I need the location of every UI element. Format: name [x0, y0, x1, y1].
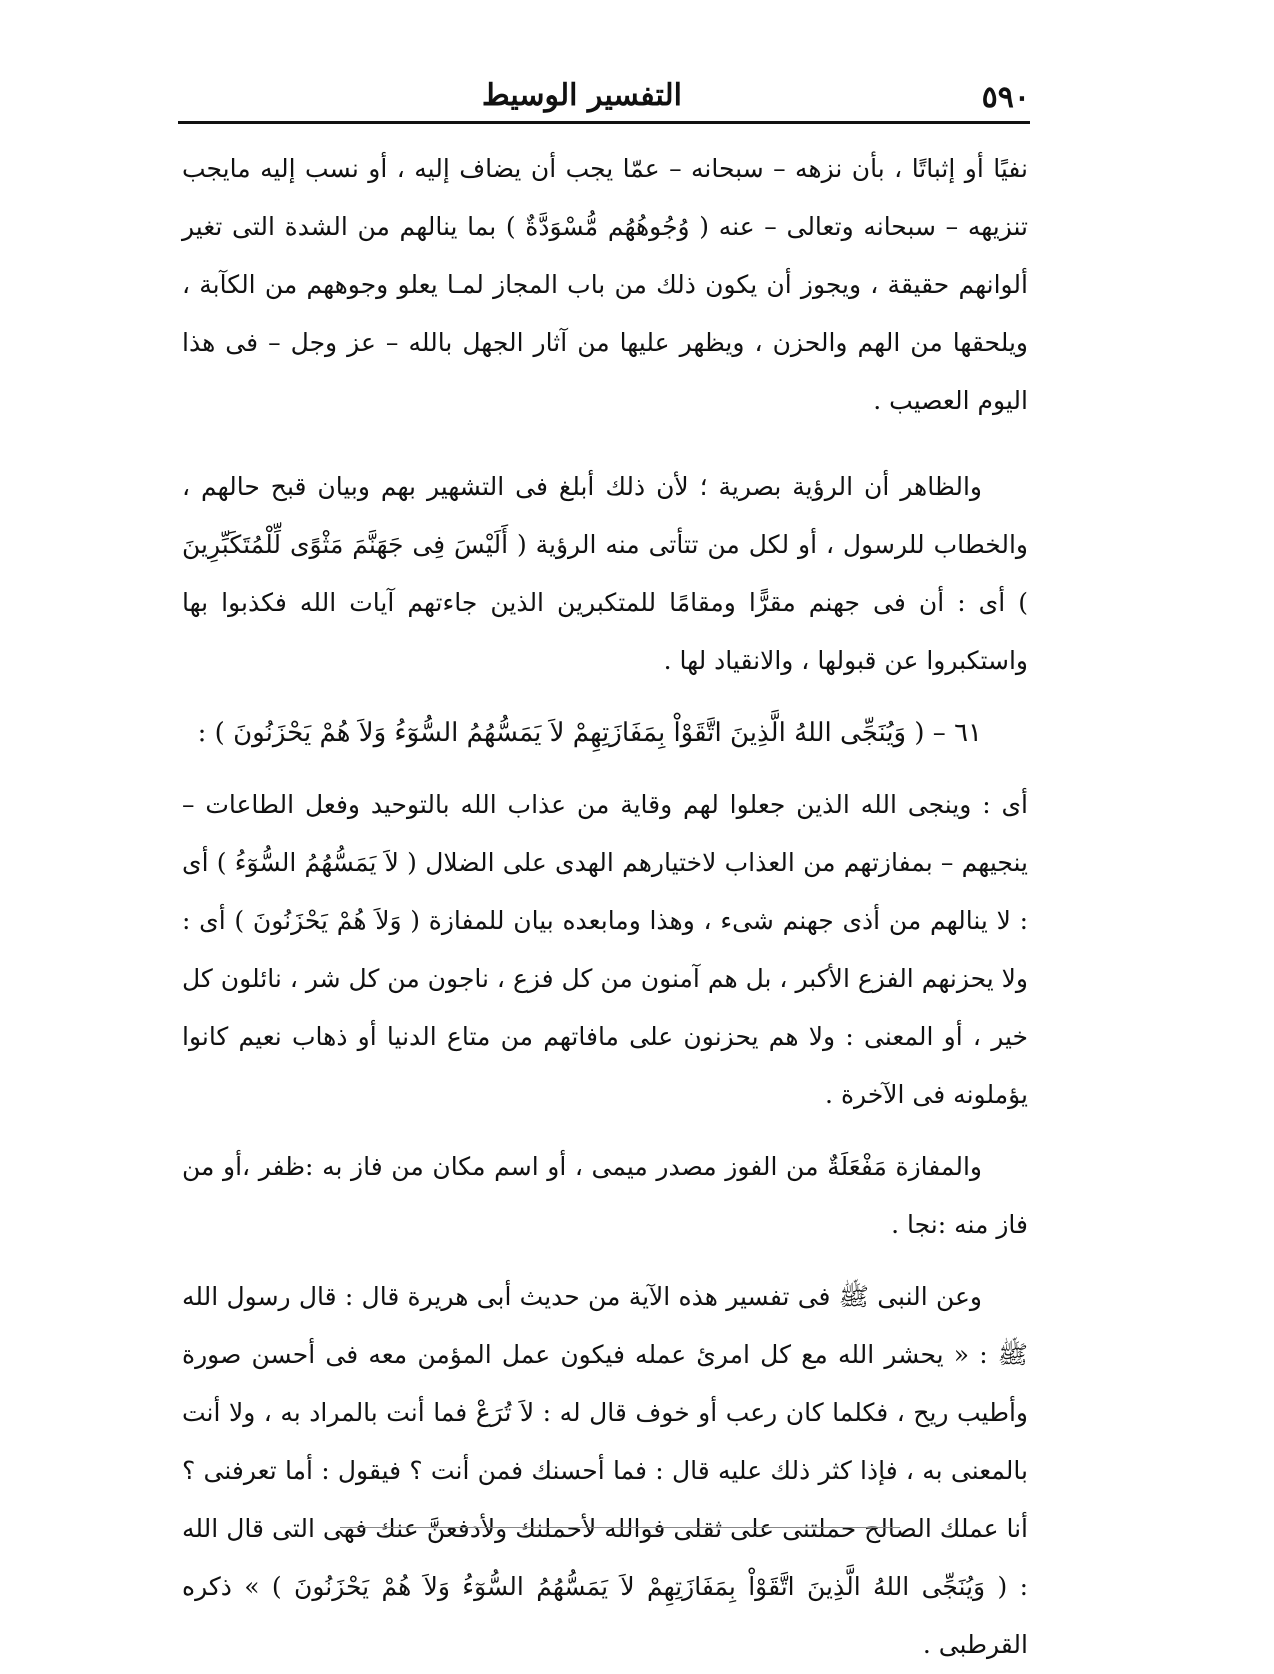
running-title: التفسير الوسيط: [481, 78, 682, 113]
page-number: ٥٩٠: [981, 80, 1030, 115]
page-header: [178, 70, 1030, 122]
header-rule: [178, 121, 1030, 124]
paragraph-continuation: نفيًا أو إثباتًا ، بأن نزهه – سبحانه – عمّا يجب أن يضاف إليه ، أو نسب إليه مايجب تنزيهه – سبحانه وتعالى – عنه ( وُجُوهُهُم مُّسْوَدَّةٌ ) بما ينالهم من الشدة التى تغير ألوانهم حقيقة ، ويجوز أن يكون ذلك من باب المجاز لمـا يعلو وجوههم من الكآبة ، ويلحقها من الهم والحزن ، ويظهر عليها من آثار الجهل بالله – عز وجل – فى هذا اليوم العصيب .: [182, 154, 1028, 415]
page-body: [182, 140, 1028, 1674]
verse-61: ٦١ – ( وَيُنَجِّى اللهُ الَّذِينَ اتَّقَوْاْ بِمَفَازَتِهِمْ لاَ يَمَسُّهُمُ السُّوٓءُ وَلاَ هُمْ يَحْزَنُونَ ) :: [197, 718, 982, 748]
paragraph-vision: والظاهر أن الرؤية بصرية ؛ لأن ذلك أبلغ فى التشهير بهم وبيان قبح حالهم ، والخطاب للرسول ، أو لكل من تتأتى منه الرؤية ( أَلَيْسَ فِى جَهَنَّمَ مَثْوًى لِّلْمُتَكَبِّرِينَ ) أى : أن فى جهنم مقرًّا ومقامًا للمتكبرين الذين جاءتهم آيات الله فكذبوا بها واستكبروا عن قبولها ، والانقياد لها .: [182, 472, 1028, 675]
paragraph-hadith: وعن النبى ﷺ فى تفسير هذه الآية من حديث أبى هريرة قال : قال رسول الله ﷺ : « يحشر الله مع كل امرئ عمله فيكون عمل المؤمن معه فى أحسن صورة وأطيب ريح ، فكلما كان رعب أو خوف قال له : لاَ تُرَعْ فما أنت بالمراد به ، ولا أنت بالمعنى به ، فإذا كثر ذلك عليه قال : فما أحسنك فمن أنت ؟ فيقول : أما تعرفنى ؟ أنا عملك الصالح حملتنى على ثقلى فوالله لأحملنك ولأدفعنَّ عنك فهى التى قال الله : ( وَيُنَجِّى اللهُ الَّذِينَ اتَّقَوْاْ بِمَفَازَتِهِمْ لاَ يَمَسُّهُمُ السُّوٓءُ وَلاَ هُمْ يَحْزَنُونَ ) » ذكره القرطبى .: [182, 1282, 1028, 1659]
footer-rule: [340, 1527, 900, 1528]
paragraph-mafaza: والمفازة مَفْعَلَةٌ من الفوز مصدر ميمى ، أو اسم مكان من فاز به :ظفر ،أو من فاز منه :نجا .: [182, 1152, 1028, 1239]
paragraph-verse-explanation: أى : وينجى الله الذين جعلوا لهم وقاية من عذاب الله بالتوحيد وفعل الطاعات – ينجيهم – بمفازتهم من العذاب لاختيارهم الهدى على الضلال ( لاَ يَمَسُّهُمُ السُّوٓءُ ) أى : لا ينالهم من أذى جهنم شىء ، وهذا ومابعده بيان للمفازة ( وَلاَ هُمْ يَحْزَنُونَ ) أى : ولا يحزنهم الفزع الأكبر ، بل هم آمنون من كل فزع ، ناجون من كل شر ، نائلون كل خير ، أو المعنى : ولا هم يحزنون على مافاتهم من متاع الدنيا أو ذهاب نعيم كانوا يؤملونه فى الآخرة .: [182, 790, 1028, 1109]
